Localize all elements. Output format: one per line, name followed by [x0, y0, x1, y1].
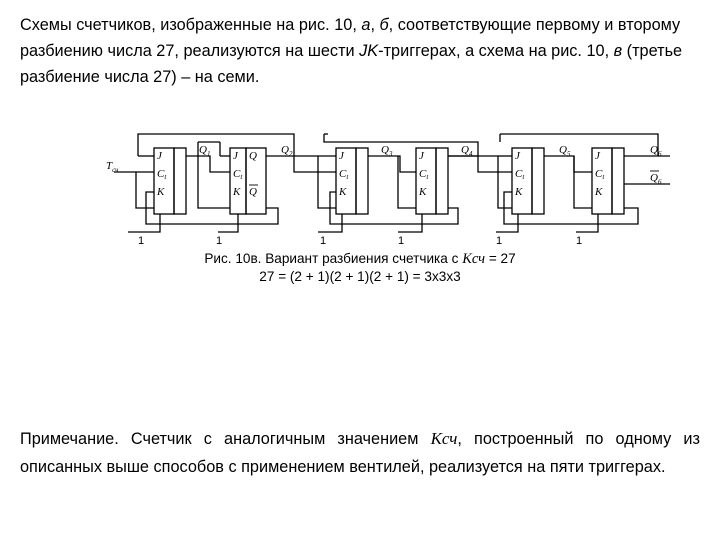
note-paragraph [20, 425, 700, 481]
ff1-pin-j: J [157, 150, 162, 162]
label-q3: $Q_3$ [381, 144, 393, 158]
ff3-right [356, 148, 368, 214]
intro-paragraph [20, 12, 700, 90]
label-q4: $Q_4$ [461, 144, 473, 158]
wires [114, 134, 670, 232]
figure-formula: 27 = (2 + 1)(2 + 1)(2 + 1) = 3х3х3 [259, 269, 461, 284]
one-ff4: 1 [398, 235, 405, 246]
caption-math: Kсч [462, 251, 486, 267]
ff2-pin-qbar: Q [249, 186, 257, 198]
figure-caption [0, 250, 720, 268]
one-ff1: 1 [138, 235, 145, 246]
intro-fig-a: а [361, 16, 371, 34]
ff4-pin-c: Ct [419, 168, 429, 181]
intro-text-4: -триггерах, а схема на рис. 10, [378, 42, 614, 60]
input-label: $T_{сч}$ [106, 160, 119, 174]
ff5-pin-c: Ct [515, 168, 525, 181]
ff4-pin-j: J [419, 150, 424, 162]
note-math: Kсч [430, 429, 458, 448]
ff5-right [532, 148, 544, 214]
label-q6: $Q_6$ [650, 144, 662, 158]
note-text-1: Примечание. Счетчик с аналогичным значением [20, 430, 431, 448]
ff1-pin-k: K [157, 186, 165, 198]
intro-jk: JK [359, 42, 379, 60]
intro-text-5: (третье разбиение числа 27) – на семи. [20, 42, 683, 86]
circuit-diagram [98, 128, 678, 246]
note-text-2: , построенный по одному из описанных выше способов с применением вентилей, реализуется на пяти триггерах. [20, 430, 700, 476]
ff3-pin-j: J [339, 150, 344, 162]
caption-text-a: Рис. 10в. Вариант разбиения счетчика с [204, 251, 463, 266]
ff5-pin-j: J [515, 150, 520, 162]
intro-text-1: Схемы счетчиков, изображенные на рис. 10, [20, 16, 362, 34]
one-ff3: 1 [320, 235, 327, 246]
one-ff6: 1 [576, 235, 583, 246]
ff2-pin-q: Q [249, 150, 257, 162]
ff3-pin-c: Ct [339, 168, 349, 181]
label-q2: $Q_2$ [281, 144, 293, 158]
ff1-right [174, 148, 186, 214]
ff6-right [612, 148, 624, 214]
caption-text-b: = 27 [485, 251, 516, 266]
label-q5: $Q_5$ [559, 144, 571, 158]
label-q1: $Q_1$ [199, 144, 211, 158]
ff2-pin-k: K [233, 186, 241, 198]
ff2-pin-c: Ct [233, 168, 243, 181]
intro-text-3: , соответствующие первому и второму разбиению числа 27, реализуются на шести [20, 16, 681, 60]
ff6-pin-j: J [595, 150, 600, 162]
label-q6bar: $Q_6$ [650, 172, 662, 186]
one-ff2: 1 [216, 235, 223, 246]
intro-fig-v: в [613, 42, 623, 60]
ff6-pin-c: Ct [595, 168, 605, 181]
ff6-pin-k: K [595, 186, 603, 198]
intro-fig-b: б [379, 16, 389, 34]
one-ff5: 1 [496, 235, 503, 246]
ff4-right [436, 148, 448, 214]
ff1-pin-c: Ct [157, 168, 167, 181]
circuit-svg [98, 128, 678, 246]
ff4-pin-k: K [419, 186, 427, 198]
ff5-pin-k: K [515, 186, 523, 198]
ff3-pin-k: K [339, 186, 347, 198]
constant-one-labels [138, 235, 582, 246]
ff-pin-labels [156, 150, 605, 198]
intro-text-2: , [370, 16, 380, 34]
ff2-pin-j: J [233, 150, 238, 162]
